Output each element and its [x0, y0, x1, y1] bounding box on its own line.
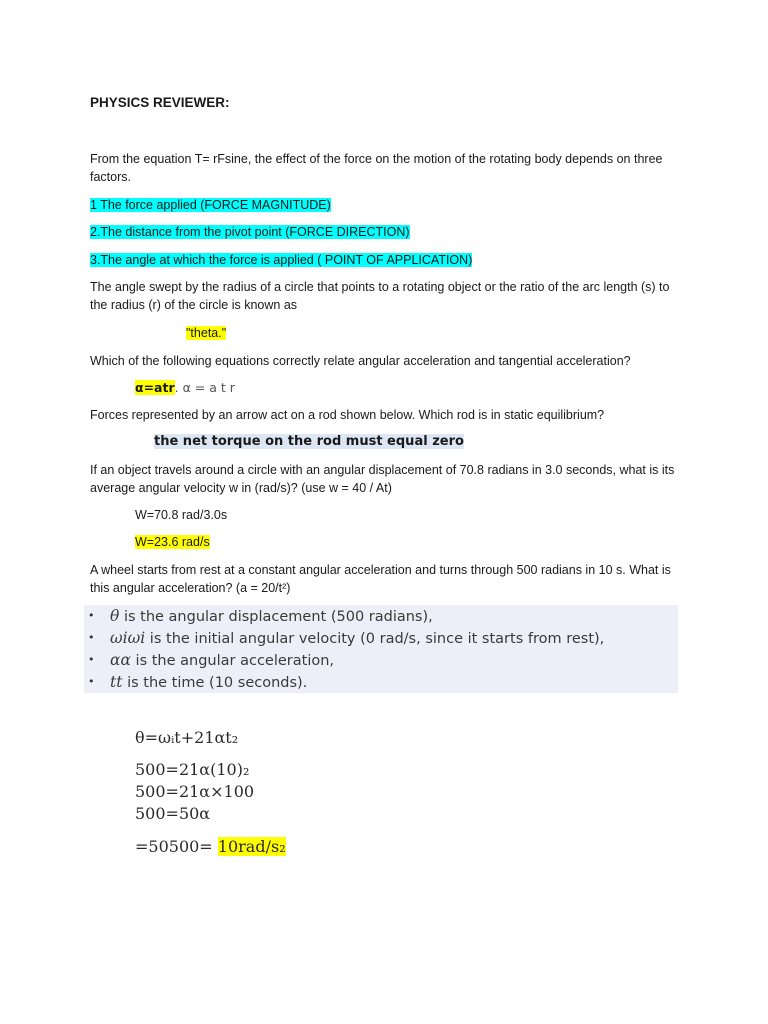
variable-definitions-box — [84, 605, 678, 693]
question-equilibrium: Forces represented by an arrow act on a rod shown below. Which rod is in static equilibrium? — [90, 408, 605, 422]
question-theta: The angle swept by the radius of a circle that points to a rotating object or the ratio of the arc length (s) to the radius (r) of the circle is known as — [90, 280, 670, 312]
list-item — [84, 671, 678, 693]
answer-theta-text: "theta." — [186, 326, 227, 340]
equation-2: 500=21α(10)₂ — [135, 760, 250, 779]
answer-velocity-step: W=70.8 rad/3.0s — [135, 508, 228, 522]
equation-3: 500=21α×100 — [135, 782, 255, 801]
bullet-icon: • — [88, 631, 95, 644]
equation-5-prefix: =50500= — [135, 837, 218, 856]
answer-velocity-result-text: W=23.6 rad/s — [135, 535, 210, 549]
answer-equilibrium-text: the net torque on the rod must equal zero — [154, 434, 464, 449]
bullet-icon: • — [88, 675, 95, 688]
variable-list — [84, 605, 678, 693]
list-item — [84, 627, 678, 649]
answer-equilibrium — [154, 433, 554, 451]
question-wheel: A wheel starts from rest at a constant angular acceleration and turns through 500 radians in 10 s. What is this angular acceleration? (a = 20/t²) — [90, 563, 671, 595]
factor-3 — [90, 251, 675, 269]
answer-relate-highlight: α=atr — [135, 380, 175, 395]
bullet-icon: • — [88, 609, 95, 622]
page-title: PHYSICS REVIEWER: — [90, 95, 230, 110]
factor-1 — [90, 196, 675, 214]
factor-1-text: 1 The force applied (FORCE MAGNITUDE) — [90, 198, 331, 212]
variable-description: is the time (10 seconds). — [122, 675, 308, 691]
variable-description: is the angular acceleration, — [130, 653, 335, 669]
factor-2-text: 2.The distance from the pivot point (FORCE DIRECTION) — [90, 225, 410, 239]
question-relate: Which of the following equations correctly relate angular acceleration and tangential acceleration? — [90, 354, 631, 368]
question-velocity: If an object travels around a circle with an angular displacement of 70.8 radians in 3.0 seconds, what is its average angular velocity w in (rad/s)? (use w = 40 / At) — [90, 463, 675, 495]
equation-5 — [135, 836, 286, 858]
factor-3-text: 3.The angle at which the force is applied ( POINT OF APPLICATION) — [90, 253, 473, 267]
answer-relate-rest: . α = a t r — [174, 380, 235, 395]
variable-symbol: tt — [110, 673, 123, 691]
variable-description: is the initial angular velocity (0 rad/s, since it starts from rest), — [145, 631, 605, 647]
variable-symbol: θ — [110, 607, 120, 625]
factor-2 — [90, 223, 675, 241]
answer-relate — [135, 379, 435, 397]
equation-4: 500=50α — [135, 804, 211, 823]
variable-symbol: αα — [110, 651, 131, 669]
final-answer: 10rad/s₂ — [217, 837, 286, 856]
answer-velocity-result — [135, 533, 435, 551]
variable-symbol: ωiωi — [110, 629, 146, 647]
variable-description: is the angular displacement (500 radians), — [119, 609, 433, 625]
bullet-icon: • — [88, 653, 95, 666]
intro-paragraph: From the equation T= rFsine, the effect of the force on the motion of the rotating body depends on three factors. — [90, 152, 663, 184]
answer-theta — [186, 324, 386, 342]
list-item — [84, 649, 678, 671]
equation-1: θ=ωᵢt+21αt₂ — [135, 728, 239, 747]
list-item — [84, 605, 678, 627]
